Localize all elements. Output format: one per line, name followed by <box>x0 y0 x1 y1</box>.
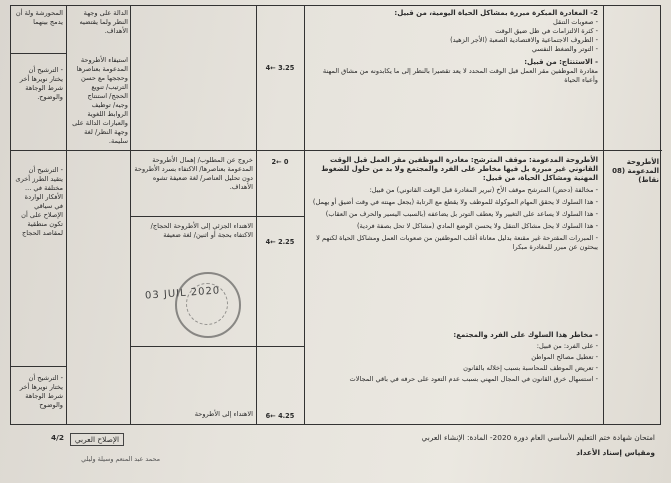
row-label: الأطروحة المدعومة (08 نقاط) <box>612 158 659 184</box>
content-row3 <box>308 331 598 384</box>
footer-line2: ومقياس إسناد الأعداد <box>576 448 655 457</box>
row2-item: - هذا السلوك لا يحقق المهام الموكولة للموظف ولا يقطع مع الرتابة (يجعل مهنته في وقت أضيق أو يهمل) <box>312 198 598 206</box>
footer-stamp: الإصلاح العربي <box>70 433 124 446</box>
row2-item: - هذا السلوك لا يساعد على التغيير ولا يعطف التوتر بل يضاعفه (بالسبب اليسير والحرف من العقاب) <box>325 210 598 218</box>
grading-table <box>10 5 661 425</box>
row2-title: الأطروحة المدعومة: موقف المترشح: مغادرة الموظفين مقر العمل قبل الوقت القانوني غير مبررة بل فيها مخاطر على الفرد والمجتمع ولا بد من حلول للضغوط المهنية ومشاكل الحياة، من قبيل: <box>321 156 598 182</box>
row3-item: - تعطيل مصالح المواطن <box>531 353 598 361</box>
criteria-top: الدالة على وجهة النظر ولما يقتضيه الأهداف. <box>79 9 128 35</box>
footer-line1: امتحان شهادة ختم التعليم الأساسي العام دورة 2020- المادة: الإنشاء العربي <box>421 433 655 442</box>
notes-top: المحورشة ولة أن يدمج بينهما <box>15 9 63 26</box>
content-top-conclusion: مغادرة الموظفين مقر العمل قبل الوقت المحدد لا يعد تقصيرا بالنظر إلى ما يكابدونه من مشاق المهنة وأعباء الحياة <box>322 67 598 84</box>
criteria-row1: استيفاء الأطروحة المدعومة بعناصرها وحججها مع حسن الترتيب/ تنويع الحجج/ استنتاج وجيه/ توظيف الروابط اللغوية والعبارات الدالة على وجهة النظر/ لغة سليمة. <box>72 56 128 145</box>
footer-signature: محمد عبد المنعم وسيلة وليلي <box>81 455 160 463</box>
content-top-conclusion-title: - الاستنتاج: من قبيل: <box>524 58 598 66</box>
score-row1: 4← 3.25 <box>265 64 295 72</box>
content-top-item: - الظروف الاجتماعية والاقتصادية الصعبة (الأجر الزهيد) <box>450 36 598 44</box>
score-row2a: 2← 0 <box>271 158 289 166</box>
content-top-title: 2- المغادرة المبكرة مبررة بمشاكل الحياة اليومية، من قبيل: <box>394 9 598 17</box>
row3-item: - استسهال خرق القانون في المجال المهني بسبب عدم التعود على حرفه في باقي المجالات <box>349 375 598 383</box>
content-top-item: - كثرة الالتزامات في ظل ضيق الوقت <box>495 27 598 35</box>
row2-item: - مخالفة (دحض) المترشح موقف الأخ (تبرير المغادرة قبل الوقت القانوني) من قبيل: <box>369 186 598 194</box>
row3-title: - مخاطر هذا السلوك على الفرد والمجتمع: <box>453 331 598 339</box>
criteria-row2a: خروج عن المطلوب/ إهمال الأطروحة المدعومة بعناصرها/ الاكتفاء بسرد الأطروحة دون تحليل العناصر/ لغة ضعيفة تشوه الأهداف. <box>134 156 253 191</box>
notes-row1: - الترشيح أن يختار نويرها أخر شرط الوجاهة والوضوح. <box>19 66 63 101</box>
score-row2b: 4← 2.25 <box>265 238 295 246</box>
content-top-item: - التوتر والضغط النفسي <box>531 45 598 53</box>
criteria-row2b: الاهتداء الجزئي إلى الأطروحة الحجاج/ الاكتفاء بحجة أو اثنين/ لغة ضعيفة <box>150 222 253 239</box>
row2-item: - المبررات المقترحة غير مقنعة بدليل معاناة أغلب الموظفين من صعوبات العمل ومشاكل الحياة لكنهم لا يبحثون عن مبرر للمغادرة مبكرا <box>316 234 598 251</box>
content-top <box>308 9 598 85</box>
content-row2 <box>308 156 598 252</box>
row3-item: - تعريض الموظف للمحاسبة بسبب إخلاله بالقانون <box>463 364 598 372</box>
score-row3: 6← 4.25 <box>265 412 295 420</box>
stamp-date: 03 JUIL 2020 <box>144 285 221 302</box>
notes-row2: - الترشيح أن يتقيد الطرز أخرى مختلفة في ... الأفكار الواردة في سياقي الإصلاح على أن تكون منطقية لمقاصد الحجاج <box>15 166 63 237</box>
footer-page: 4/2 <box>51 433 64 442</box>
row3-item: - على الفرد: من قبيل: <box>536 342 598 350</box>
criteria-row3: الاهتداء إلى الأطروحة <box>194 410 253 418</box>
row2-item: - هذا السلوك لا يحل مشاكل التنقل ولا يحسن الوضع المادي (مشاكل لا تحل بصفة فردية) <box>356 222 598 230</box>
official-stamp <box>175 272 241 338</box>
content-top-item: - صعوبات التنقل <box>553 18 598 26</box>
notes-row3: - الترشيح أن يختار نويرها أخر شرط الوجاهة والوضوح <box>19 374 63 409</box>
